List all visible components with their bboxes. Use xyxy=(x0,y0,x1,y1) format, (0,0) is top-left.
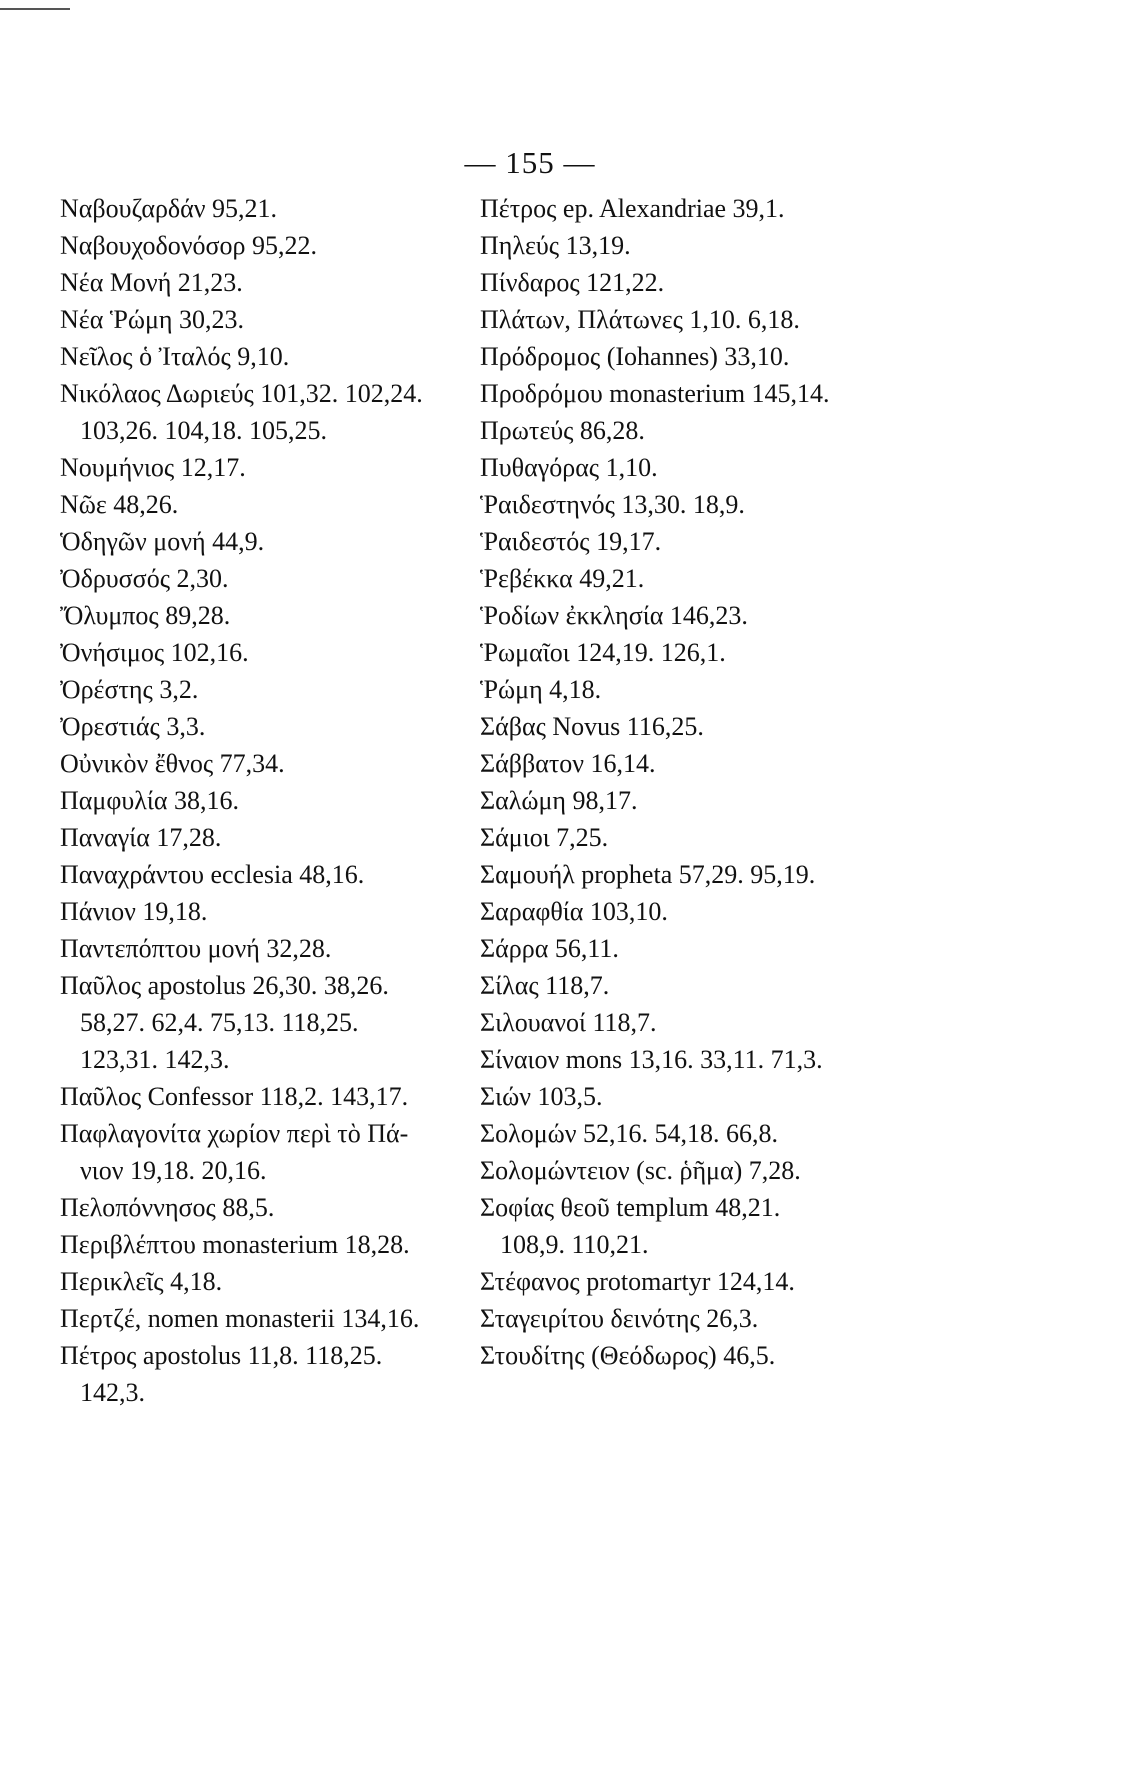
entry-text: Ὀνήσιμος 102,16. xyxy=(60,638,249,667)
index-entry xyxy=(480,967,900,1004)
entry-text: Πάνιον 19,18. xyxy=(60,897,208,926)
index-entry xyxy=(60,1263,470,1300)
entry-text: Σάββατον 16,14. xyxy=(480,749,656,778)
index-entry xyxy=(480,1152,900,1189)
index-entry xyxy=(60,634,470,671)
index-entry xyxy=(480,1189,900,1263)
entry-text: Νουμήνιος 12,17. xyxy=(60,453,246,482)
index-entry xyxy=(60,930,470,967)
entry-text: Ὀρέστης 3,2. xyxy=(60,675,199,704)
index-entry xyxy=(60,375,470,449)
index-entry xyxy=(480,1041,900,1078)
index-entry xyxy=(60,523,470,560)
entry-continuation: 103,26. 104,18. 105,25. xyxy=(80,416,327,445)
entry-text: Προδρόμου monasterium 145,14. xyxy=(480,379,830,408)
entry-text: Ὀρεστιάς 3,3. xyxy=(60,712,206,741)
index-entry xyxy=(60,560,470,597)
entry-text: Σάρρα 56,11. xyxy=(480,934,619,963)
page-number: — 155 — xyxy=(464,145,596,180)
top-rule xyxy=(0,8,70,10)
entry-text: Πελοπόννησος 88,5. xyxy=(60,1193,275,1222)
index-entry xyxy=(480,190,900,227)
entry-text: Πρωτεύς 86,28. xyxy=(480,416,645,445)
index-entry xyxy=(480,1263,900,1300)
entry-text: Ναβουχοδονόσορ 95,22. xyxy=(60,231,317,260)
entry-text: Παναχράντου ecclesia 48,16. xyxy=(60,860,365,889)
index-entry xyxy=(480,412,900,449)
entry-text: Ῥώμη 4,18. xyxy=(480,675,602,704)
entry-text: Σαλώμη 98,17. xyxy=(480,786,638,815)
entry-text: Σιών 103,5. xyxy=(480,1082,603,1111)
index-entry xyxy=(60,819,470,856)
index-entry xyxy=(60,893,470,930)
index-entry xyxy=(480,1078,900,1115)
entry-text: Περτζέ, nomen monasterii 134,16. xyxy=(60,1304,420,1333)
entry-text: Πυθαγόρας 1,10. xyxy=(480,453,658,482)
index-entry xyxy=(480,1300,900,1337)
entry-continuation: 142,3. xyxy=(80,1378,145,1407)
index-entry xyxy=(60,967,470,1078)
entry-text: Σίναιον mons 13,16. 33,11. 71,3. xyxy=(480,1045,823,1074)
entry-text: Ὁδηγῶν μονή 44,9. xyxy=(60,527,265,556)
index-entry xyxy=(60,1078,470,1115)
index-entry xyxy=(60,301,470,338)
entry-text: Σταγειρίτου δεινότης 26,3. xyxy=(480,1304,759,1333)
index-entry xyxy=(60,338,470,375)
index-entry xyxy=(480,449,900,486)
index-entry xyxy=(480,523,900,560)
entry-text: Σίλας 118,7. xyxy=(480,971,610,1000)
index-entry xyxy=(480,597,900,634)
index-entry xyxy=(480,227,900,264)
index-entry xyxy=(480,671,900,708)
entry-text: Παναγία 17,28. xyxy=(60,823,222,852)
entry-text: Ναβουζαρδάν 95,21. xyxy=(60,194,278,223)
entry-text: Νικόλαος Δωριεύς 101,32. 102,24. xyxy=(60,379,423,408)
entry-text: Σαραφθία 103,10. xyxy=(480,897,668,926)
entry-text: Νέα Μονή 21,23. xyxy=(60,268,243,297)
index-entry xyxy=(60,856,470,893)
entry-text: Παμφυλία 38,16. xyxy=(60,786,239,815)
index-entry xyxy=(480,375,900,412)
index-entry xyxy=(60,449,470,486)
index-entry xyxy=(480,560,900,597)
entry-continuation: 108,9. 110,21. xyxy=(500,1230,649,1259)
entry-text: Νεῖλος ὁ Ἰταλός 9,10. xyxy=(60,342,290,371)
entry-text: Περιβλέπτου monasterium 18,28. xyxy=(60,1230,410,1259)
entry-text: Οὐνικὸν ἔθνος 77,34. xyxy=(60,749,285,778)
index-entry xyxy=(480,930,900,967)
entry-text: Σολομώντειον (sc. ῥῆμα) 7,28. xyxy=(480,1156,801,1185)
entry-text: Ὄλυμπος 89,28. xyxy=(60,601,231,630)
entry-text: Σολομών 52,16. 54,18. 66,8. xyxy=(480,1119,779,1148)
entry-text: Σάβας Novus 116,25. xyxy=(480,712,704,741)
index-entry xyxy=(60,1226,470,1263)
entry-text: Στουδίτης (Θεόδωρος) 46,5. xyxy=(480,1341,776,1370)
index-entry xyxy=(480,338,900,375)
entry-continuation: νιον 19,18. 20,16. xyxy=(80,1156,267,1185)
index-entry xyxy=(60,1115,470,1189)
index-entry xyxy=(480,893,900,930)
entry-text: Πλάτων, Πλάτωνες 1,10. 6,18. xyxy=(480,305,800,334)
index-entry xyxy=(480,819,900,856)
entry-text: Ῥεβέκκα 49,21. xyxy=(480,564,645,593)
index-entry xyxy=(480,634,900,671)
entry-text: Παῦλος Confessor 118,2. 143,17. xyxy=(60,1082,409,1111)
entry-text: Παντεπόπτου μονή 32,28. xyxy=(60,934,332,963)
index-entry xyxy=(60,227,470,264)
entry-text: Ῥαιδεστός 19,17. xyxy=(480,527,662,556)
entry-text: Στέφανος protomartyr 124,14. xyxy=(480,1267,795,1296)
entry-text: Σοφίας θεοῦ templum 48,21. xyxy=(480,1193,781,1222)
entry-text: Παῦλος apostolus 26,30. 38,26. xyxy=(60,971,389,1000)
entry-text: Σαμουήλ propheta 57,29. 95,19. xyxy=(480,860,816,889)
entry-text: Πέτρος apostolus 11,8. 118,25. xyxy=(60,1341,383,1370)
index-entry xyxy=(60,264,470,301)
entry-text: Παφλαγονίτα χωρίον περὶ τὸ Πά- xyxy=(60,1119,409,1148)
entry-text: Πηλεύς 13,19. xyxy=(480,231,631,260)
entry-text: Νέα Ῥώμη 30,23. xyxy=(60,305,244,334)
index-entry xyxy=(480,708,900,745)
index-entry xyxy=(60,782,470,819)
index-column-right xyxy=(480,190,900,1374)
index-entry xyxy=(480,1004,900,1041)
entry-text: Σιλουανοί 118,7. xyxy=(480,1008,657,1037)
index-entry xyxy=(60,1337,470,1411)
entry-text: Ῥωμαῖοι 124,19. 126,1. xyxy=(480,638,726,667)
index-column-left xyxy=(60,190,470,1411)
index-entry xyxy=(60,745,470,782)
index-entry xyxy=(480,1115,900,1152)
entry-text: Πρόδρομος (Iohannes) 33,10. xyxy=(480,342,790,371)
index-entry xyxy=(480,782,900,819)
index-entry xyxy=(480,301,900,338)
index-entry xyxy=(60,671,470,708)
index-entry xyxy=(480,486,900,523)
index-entry xyxy=(480,856,900,893)
index-entry xyxy=(480,1337,900,1374)
index-entry xyxy=(60,1189,470,1226)
index-entry xyxy=(60,486,470,523)
entry-text: Ῥοδίων ἐκκλησία 146,23. xyxy=(480,601,748,630)
index-entry xyxy=(60,1300,470,1337)
entry-text: Ὀδρυσσός 2,30. xyxy=(60,564,229,593)
entry-text: Πέτρος ep. Alexandriae 39,1. xyxy=(480,194,785,223)
entry-text: Πίνδαρος 121,22. xyxy=(480,268,665,297)
entry-text: Περικλεῖς 4,18. xyxy=(60,1267,223,1296)
index-entry xyxy=(60,597,470,634)
index-entry xyxy=(480,264,900,301)
entry-text: Ῥαιδεστηνός 13,30. 18,9. xyxy=(480,490,745,519)
index-entry xyxy=(60,190,470,227)
entry-text: Σάμιοι 7,25. xyxy=(480,823,609,852)
entry-continuation: 58,27. 62,4. 75,13. 118,25. xyxy=(80,1008,359,1037)
entry-continuation: 123,31. 142,3. xyxy=(80,1045,230,1074)
index-entry xyxy=(480,745,900,782)
entry-text: Νῶε 48,26. xyxy=(60,490,179,519)
index-entry xyxy=(60,708,470,745)
